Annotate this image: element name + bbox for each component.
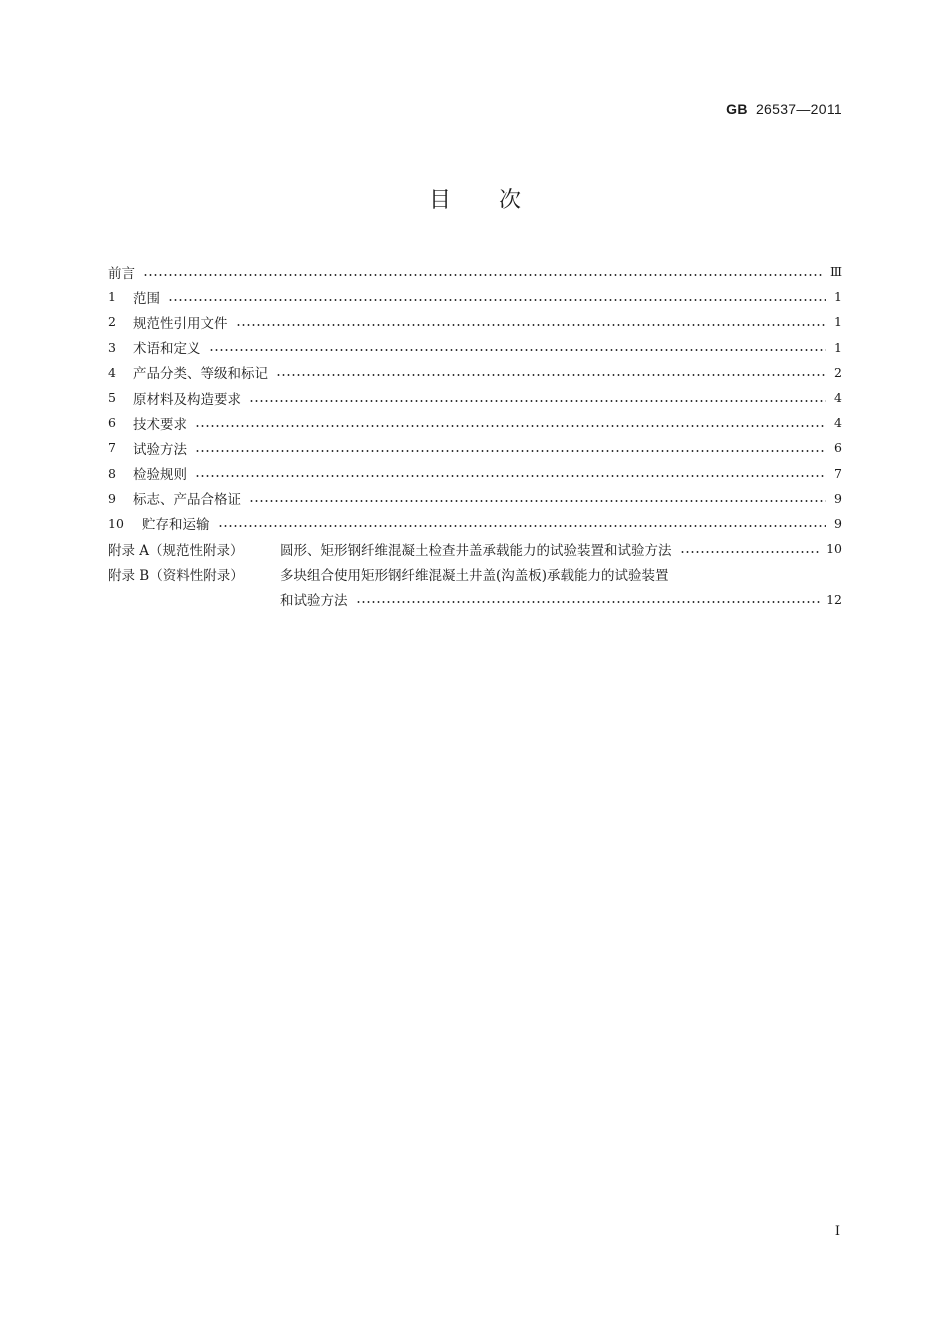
toc-entry-1[interactable] bbox=[108, 284, 842, 309]
toc-entry-number: 5 bbox=[108, 390, 116, 406]
annex-title: 圆形、矩形钢纤维混凝土检查井盖承载能力的试验装置和试验方法 bbox=[280, 542, 672, 559]
toc-entry-10[interactable] bbox=[108, 511, 842, 536]
toc-entry-page: 1 bbox=[834, 339, 842, 355]
toc-entry-label: 贮存和运输 bbox=[142, 517, 210, 534]
toc-entry-label: 产品分类、等级和标记 bbox=[133, 366, 268, 383]
toc-leader-dots bbox=[209, 349, 827, 351]
toc-leader-dots bbox=[195, 475, 826, 477]
standard-code-header bbox=[726, 101, 842, 117]
toc-entry-6[interactable] bbox=[108, 410, 842, 435]
annex-title-continued: 和试验方法 bbox=[280, 593, 348, 610]
toc-entry-label: 检验规则 bbox=[133, 467, 187, 484]
toc-entry-number: 2 bbox=[108, 314, 116, 330]
toc-leader-dots bbox=[276, 374, 826, 376]
toc-entry-page: 4 bbox=[834, 390, 842, 406]
toc-entry-2[interactable] bbox=[108, 309, 842, 334]
toc-entry-label: 规范性引用文件 bbox=[133, 315, 228, 332]
toc-title: 目次 bbox=[428, 188, 569, 213]
toc-entry-annex-b-continued[interactable] bbox=[108, 586, 842, 611]
table-of-contents bbox=[108, 259, 842, 612]
page-number: I bbox=[834, 1224, 840, 1239]
toc-entry-label: 试验方法 bbox=[133, 441, 187, 458]
toc-leader-dots bbox=[218, 525, 827, 527]
toc-entry-page: 10 bbox=[826, 541, 842, 557]
toc-leader-dots bbox=[236, 324, 827, 326]
toc-entry-page: 4 bbox=[834, 415, 842, 431]
toc-leader-dots bbox=[168, 299, 826, 301]
annex-label: 附录 A（规范性附录） bbox=[108, 542, 244, 559]
toc-entry-foreword[interactable] bbox=[108, 259, 842, 284]
toc-leader-dots bbox=[249, 500, 826, 502]
toc-entry-7[interactable] bbox=[108, 435, 842, 460]
toc-entry-number: 7 bbox=[108, 440, 116, 456]
toc-entry-page: 9 bbox=[834, 515, 842, 531]
toc-entry-page: 6 bbox=[834, 440, 842, 456]
toc-entry-label: 范围 bbox=[133, 290, 160, 307]
toc-entry-9[interactable] bbox=[108, 486, 842, 511]
toc-entry-page: 9 bbox=[834, 490, 842, 506]
standard-prefix: GB bbox=[726, 101, 748, 117]
toc-entry-8[interactable] bbox=[108, 461, 842, 486]
toc-entry-label: 原材料及构造要求 bbox=[133, 391, 241, 408]
toc-entry-3[interactable] bbox=[108, 335, 842, 360]
toc-entry-number: 1 bbox=[108, 289, 116, 305]
toc-entry-annex-b[interactable] bbox=[108, 561, 842, 586]
toc-entry-label: 技术要求 bbox=[133, 416, 187, 433]
toc-leader-dots bbox=[195, 425, 826, 427]
toc-entry-page: 7 bbox=[834, 465, 842, 481]
toc-entry-5[interactable] bbox=[108, 385, 842, 410]
toc-leader-dots bbox=[249, 400, 826, 402]
toc-entry-label: 前言 bbox=[108, 265, 135, 282]
toc-entry-number: 8 bbox=[108, 465, 116, 481]
toc-leader-dots bbox=[356, 601, 821, 603]
toc-entry-page: 12 bbox=[826, 591, 842, 607]
toc-entry-page: 2 bbox=[834, 364, 842, 380]
toc-entry-page: 1 bbox=[834, 314, 842, 330]
toc-leader-dots bbox=[680, 551, 821, 553]
toc-entry-number: 9 bbox=[108, 490, 116, 506]
toc-entry-number: 3 bbox=[108, 339, 116, 355]
annex-label: 附录 B（资料性附录） bbox=[108, 567, 244, 584]
toc-entry-page: 1 bbox=[834, 289, 842, 305]
toc-entry-annex-a[interactable] bbox=[108, 536, 842, 561]
toc-entry-label: 术语和定义 bbox=[133, 341, 201, 358]
toc-entry-number: 6 bbox=[108, 415, 116, 431]
toc-leader-dots bbox=[143, 274, 824, 276]
annex-title: 多块组合使用矩形钢纤维混凝土井盖(沟盖板)承载能力的试验装置 bbox=[280, 567, 669, 584]
standard-code: 26537—2011 bbox=[755, 101, 842, 117]
toc-entry-4[interactable] bbox=[108, 360, 842, 385]
toc-entry-number: 4 bbox=[108, 364, 116, 380]
toc-entry-number: 10 bbox=[108, 515, 124, 531]
toc-entry-page: Ⅲ bbox=[829, 264, 842, 280]
toc-leader-dots bbox=[195, 450, 826, 452]
toc-entry-label: 标志、产品合格证 bbox=[133, 492, 241, 509]
